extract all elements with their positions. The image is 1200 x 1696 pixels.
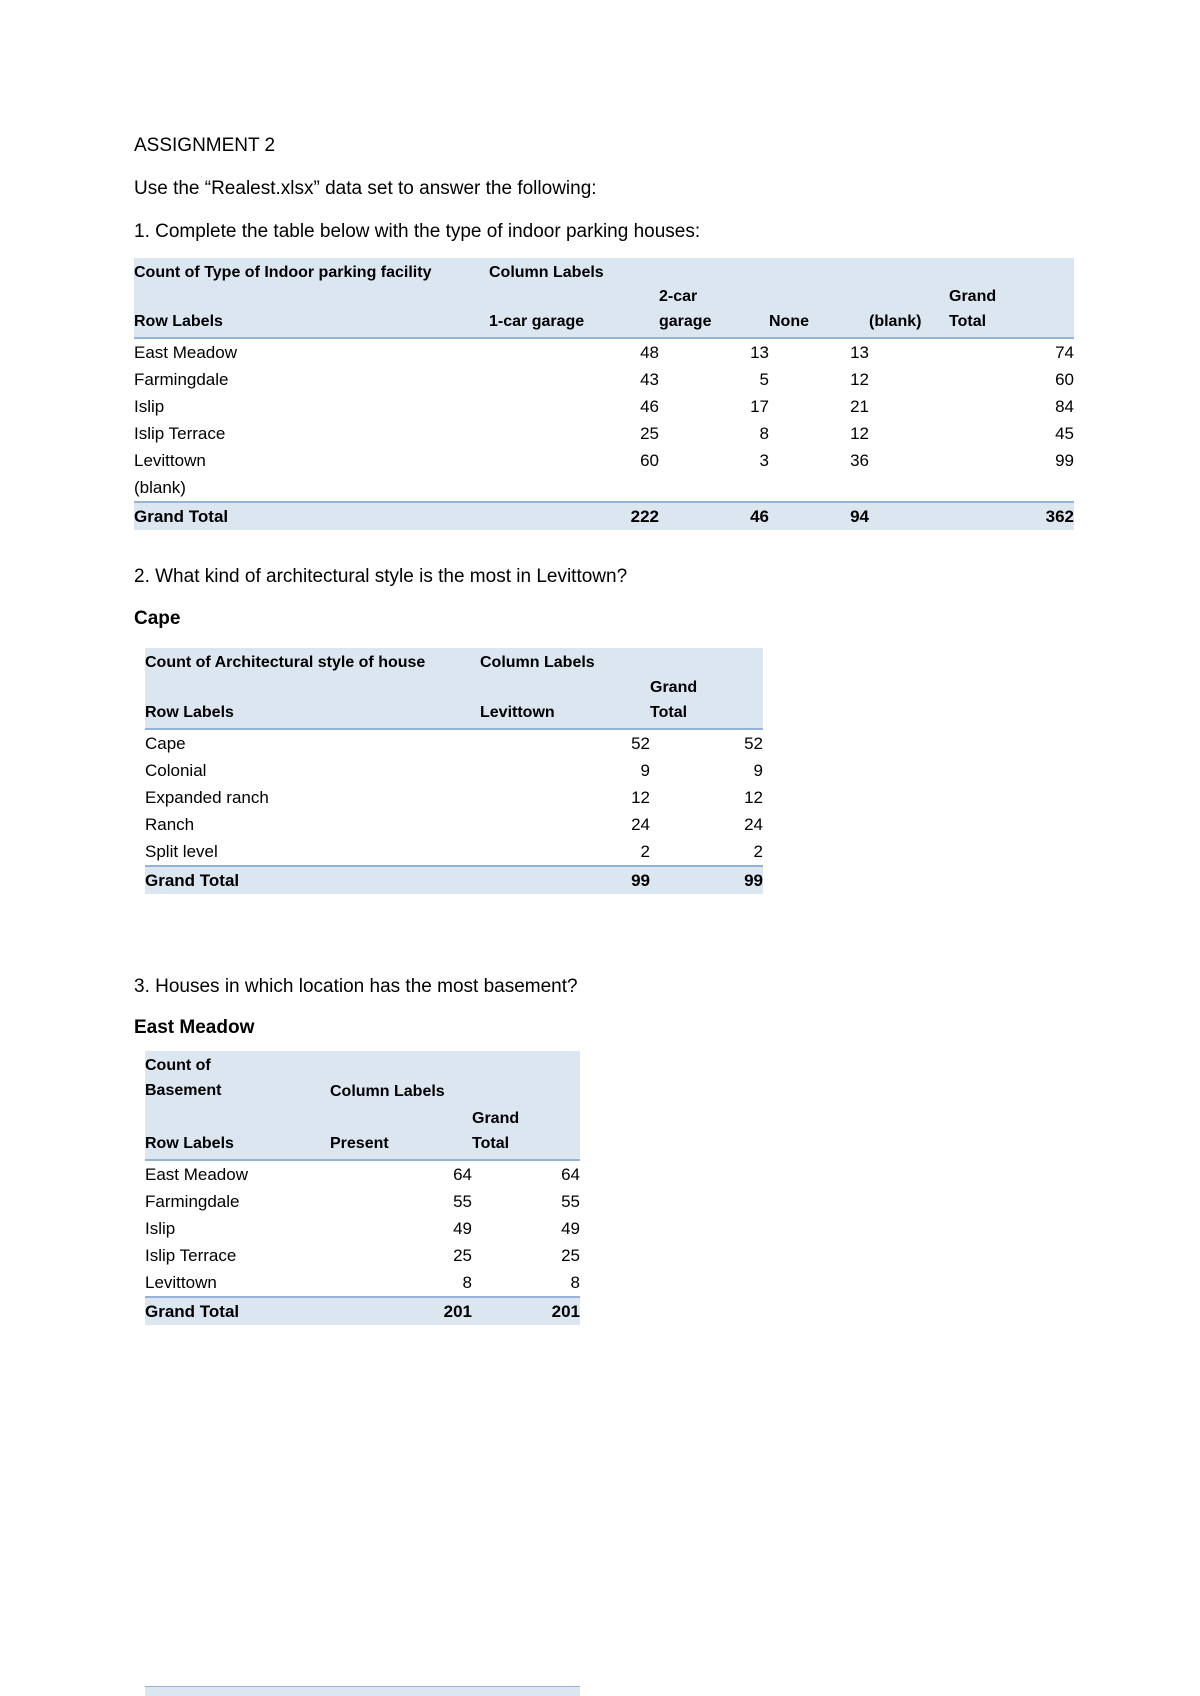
row-label: East Meadow [134,342,237,362]
column-header-blank: (blank) [869,313,922,330]
value-cell: 12 [850,369,869,389]
pivot-table-style [145,648,763,894]
value-cell: 99 [480,866,650,894]
header-cell-grand-total [949,258,1074,338]
row-label: Farmingdale [134,369,229,389]
value-cell: 99 [650,866,763,894]
column-header-grand-total: Grand Total [949,288,997,330]
value-cell [769,474,869,502]
value-cell: 36 [850,450,869,470]
table-row [134,447,1074,474]
table-row [145,784,763,811]
row-label: Split level [145,841,218,861]
column-header-grand-total: Grand Total [472,1110,520,1152]
header-cell-count-title [145,648,480,729]
value-cell: 48 [640,342,659,362]
partial-table-top-band [145,1686,580,1696]
value-cell: 3 [759,450,769,470]
row-label: Islip Terrace [145,1245,237,1265]
question-2-answer: Cape [134,608,181,629]
value-cell: 46 [659,502,769,530]
header-cell-column-labels [330,1051,472,1160]
value-cell: 8 [462,1272,472,1292]
intro-text: Use the “Realest.xlsx” data set to answer the following: [134,178,597,199]
value-cell: 24 [744,814,763,834]
value-cell [869,502,949,530]
value-cell: 64 [561,1164,580,1184]
value-cell: 12 [850,423,869,443]
table-row [134,393,1074,420]
value-cell: 9 [753,760,763,780]
value-cell [869,447,949,474]
table-row [145,811,763,838]
value-cell: 17 [750,396,769,416]
value-cell: 2 [640,841,650,861]
grand-total-row [134,502,1074,530]
header-cell-count-title [134,258,489,338]
pivot-count-title: Count of Architectural style of house [145,654,426,671]
row-label: Islip Terrace [134,423,226,443]
value-cell [489,474,659,502]
column-labels-header: Column Labels [330,1083,445,1100]
header-cell-none [769,258,869,338]
row-labels-header: Row Labels [145,1135,234,1152]
question-1-prompt: 1. Complete the table below with the type of indoor parking houses: [134,221,701,242]
column-labels-header: Column Labels [480,654,595,671]
value-cell: 99 [1055,450,1074,470]
value-cell: 13 [850,342,869,362]
value-cell: 25 [640,423,659,443]
table-row [134,338,1074,366]
value-cell: 25 [453,1245,472,1265]
value-cell: 5 [759,369,769,389]
value-cell: 64 [453,1164,472,1184]
table-row [145,1160,580,1188]
grand-total-row [145,1297,580,1325]
header-cell-count-title [145,1051,330,1160]
column-header-1car: 1-car garage [489,313,585,330]
row-label: Islip [145,1218,176,1238]
table-row [145,1269,580,1297]
table-row [145,757,763,784]
column-labels-header: Column Labels [489,264,604,281]
value-cell: 52 [631,733,650,753]
value-cell: 45 [1055,423,1074,443]
column-header-present: Present [330,1135,389,1152]
column-header-grand-total: Grand Total [650,679,698,721]
value-cell: 362 [949,502,1074,530]
row-label: East Meadow [145,1164,248,1184]
row-labels-header: Row Labels [145,704,234,721]
row-label: Grand Total [145,1297,330,1325]
value-cell: 201 [330,1297,472,1325]
value-cell: 52 [744,733,763,753]
value-cell [869,366,949,393]
value-cell: 60 [1055,369,1074,389]
value-cell: 24 [631,814,650,834]
value-cell: 49 [561,1218,580,1238]
value-cell: 12 [631,787,650,807]
grand-total-row [145,866,763,894]
header-cell-grand-total [650,648,763,729]
table-row [145,729,763,757]
header-cell-blank [869,258,949,338]
pivot-table-basement [145,1051,580,1325]
pivot-count-title: Count of Type of Indoor parking facility [134,264,432,281]
value-cell: 8 [759,423,769,443]
column-header-none: None [769,313,809,330]
row-label: Grand Total [145,866,480,894]
question-3-prompt: 3. Houses in which location has the most basement? [134,976,578,997]
value-cell: 12 [744,787,763,807]
value-cell [869,338,949,366]
value-cell [949,474,1074,502]
value-cell: 94 [769,502,869,530]
row-label: Levittown [134,450,206,470]
header-cell-grand-total [472,1051,580,1160]
value-cell: 49 [453,1218,472,1238]
value-cell [869,393,949,420]
header-cell-2car [659,258,769,338]
row-label: Cape [145,733,186,753]
value-cell: 2 [753,841,763,861]
column-header-2car: 2-car garage [659,288,712,330]
value-cell: 8 [570,1272,580,1292]
value-cell: 21 [850,396,869,416]
assignment-title: ASSIGNMENT 2 [134,135,276,156]
row-label: Colonial [145,760,207,780]
table-header-row [145,1051,580,1160]
value-cell [869,474,949,502]
value-cell: 25 [561,1245,580,1265]
question-2-prompt: 2. What kind of architectural style is the most in Levittown? [134,566,628,587]
value-cell: 9 [640,760,650,780]
header-cell-column-labels [480,648,650,729]
table-row [145,838,763,866]
pivot-table-parking [134,258,1074,530]
row-label: Expanded ranch [145,787,269,807]
table-row [145,1242,580,1269]
row-label: (blank) [134,477,186,497]
row-label: Ranch [145,814,195,834]
value-cell: 55 [561,1191,580,1211]
value-cell [869,420,949,447]
table-header-row [134,258,1074,338]
table-row [134,420,1074,447]
value-cell: 55 [453,1191,472,1211]
table-row [134,366,1074,393]
value-cell: 201 [472,1297,580,1325]
value-cell: 60 [640,450,659,470]
value-cell: 74 [1055,342,1074,362]
row-label: Farmingdale [145,1191,240,1211]
row-label: Levittown [145,1272,217,1292]
value-cell: 84 [1055,396,1074,416]
row-label: Grand Total [134,502,489,530]
row-labels-header: Row Labels [134,313,223,330]
value-cell: 13 [750,342,769,362]
table-row [134,474,1074,502]
value-cell: 43 [640,369,659,389]
table-row [145,1188,580,1215]
header-cell-column-labels [489,258,659,338]
question-3-answer: East Meadow [134,1017,255,1038]
value-cell: 46 [640,396,659,416]
pivot-count-title: Count of Basement [145,1057,222,1099]
table-header-row [145,648,763,729]
table-row [145,1215,580,1242]
row-label: Islip [134,396,165,416]
value-cell [659,474,769,502]
value-cell: 222 [489,502,659,530]
column-header-levittown: Levittown [480,704,555,721]
